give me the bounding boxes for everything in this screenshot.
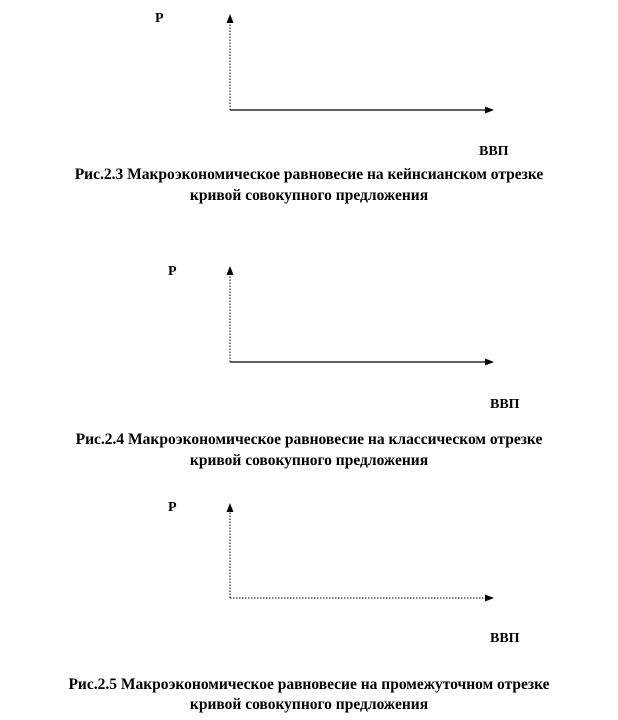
y-axis-label: P [168, 264, 177, 279]
figure-caption-line-2: кривой совокупного предложения [189, 696, 429, 713]
y-axis-label: P [168, 500, 177, 515]
figure-caption-line-1: Рис.2.5 Макроэкономическое равновесие на промежуточном отрезке [68, 676, 550, 693]
y-axis-arrowhead [227, 503, 234, 512]
y-axis-label: P [155, 11, 164, 26]
figure-caption-line-2: кривой совокупного предложения [189, 187, 429, 204]
x-axis-label: ВВП [490, 397, 520, 412]
x-axis-label: ВВП [490, 631, 520, 646]
x-axis-arrowhead [485, 595, 494, 602]
figure-caption-line-1: Рис.2.4 Макроэкономическое равновесие на классическом отрезке [75, 431, 543, 448]
figure-caption-line-1: Рис.2.3 Макроэкономическое равновесие на кейнсианском отрезке [74, 166, 544, 183]
figure-caption-line-2: кривой совокупного предложения [189, 452, 429, 469]
x-axis-label: ВВП [479, 144, 509, 159]
